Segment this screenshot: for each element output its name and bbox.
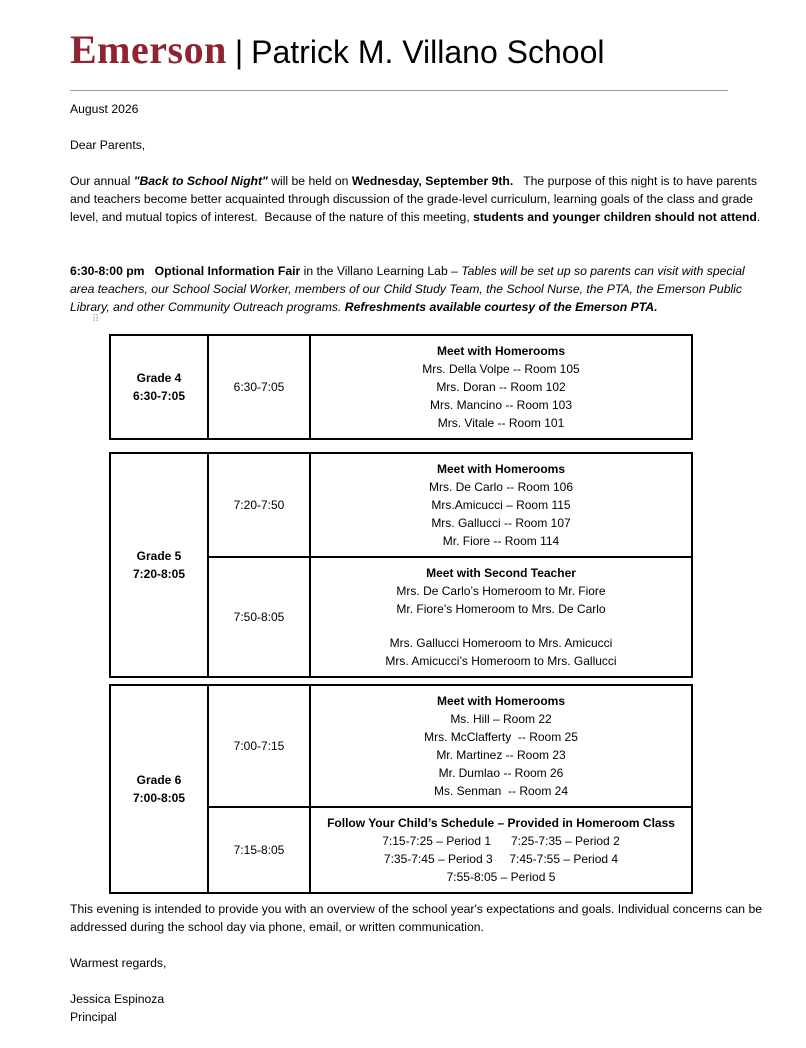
detail-cell — [310, 335, 692, 439]
grade-label: Grade 4 — [136, 371, 182, 385]
grade6-schedule-table — [109, 684, 693, 894]
grade5-schedule-table — [109, 452, 693, 678]
drag-handle-icon[interactable]: ⠿ — [92, 314, 101, 325]
room-line: Mrs. Doran -- Room 102 — [436, 380, 566, 394]
period-line: 7:55-8:05 – Period 5 — [446, 870, 556, 884]
header-separator: | — [234, 34, 244, 70]
time-cell: 6:30-7:05 — [208, 335, 310, 439]
grade-cell — [110, 685, 208, 893]
detail-cell — [310, 557, 692, 677]
detail-cell — [310, 807, 692, 893]
signer-name: Jessica Espinoza — [70, 992, 165, 1006]
grade-cell — [110, 335, 208, 439]
intro-text-3: The purpose of this night is to have parents and teachers become better acquainted through discussion of the grade-level curriculum, learning goals of the class and grade level, and mutual topics of interest. Because of the nature of this meeting, — [70, 174, 761, 224]
signer-title: Principal — [70, 1010, 117, 1024]
room-line: Mrs. Mancino -- Room 103 — [429, 398, 573, 412]
fair-details: Tables will be set up so parents can visit with special area teachers, our School Social Worker, members of our Child Study Team, the School Nurse, the PTA, the Emerson Public Library, and other Community Outreach programs. — [70, 264, 745, 314]
block-title: Meet with Homerooms — [436, 694, 565, 708]
room-line: Mrs. De Carlo -- Room 106 — [428, 480, 574, 494]
table-row — [110, 685, 692, 807]
room-line: Mrs. Della Volpe -- Room 105 — [422, 362, 580, 376]
pairing-line: Mrs. Gallucci Homeroom to Mrs. Amicucci — [389, 636, 613, 650]
detail-cell — [310, 453, 692, 557]
grade-label: Grade 6 — [136, 773, 182, 787]
fair-time: 6:30-8:00 pm Optional Information Fair — [70, 264, 301, 278]
grade-label: Grade 5 — [136, 549, 182, 563]
pairing-line: Mrs. Amicucci’s Homeroom to Mrs. Gallucci — [385, 654, 617, 668]
grade-span: 7:00-8:05 — [132, 791, 186, 805]
time-cell: 7:20-7:50 — [208, 453, 310, 557]
signoff: Warmest regards, — [70, 956, 167, 970]
room-line: Ms. Senman -- Room 24 — [433, 784, 569, 798]
event-name: "Back to School Night" — [133, 174, 268, 188]
header-divider — [70, 90, 728, 91]
room-line: Mr. Martinez -- Room 23 — [436, 748, 566, 762]
period-line: 7:15-7:25 – Period 1 7:25-7:35 – Period 2 — [382, 834, 620, 848]
block-title: Meet with Homerooms — [436, 344, 565, 358]
intro-paragraph — [70, 172, 770, 226]
intro-text-4: . — [756, 210, 761, 224]
event-date: Wednesday, September 9th. — [351, 174, 514, 188]
time-cell: 7:15-8:05 — [208, 807, 310, 893]
letterhead — [70, 26, 604, 74]
block-title: Meet with Second Teacher — [426, 566, 576, 580]
emerson-logo: Emerson — [70, 27, 227, 72]
attendance-warning: students and younger children should not attend — [473, 210, 757, 224]
fair-paragraph — [70, 262, 770, 316]
time-cell: 7:50-8:05 — [208, 557, 310, 677]
room-line: Mr. Dumlao -- Room 26 — [438, 766, 564, 780]
spacer — [311, 618, 691, 634]
pairing-line: Mr. Fiore’s Homeroom to Mrs. De Carlo — [396, 602, 606, 616]
closing-paragraph: This evening is intended to provide you with an overview of the school year's expectations and goals. Individual concerns can be addressed during the school day via phone, email, or written communication. — [70, 902, 763, 934]
block-title: Meet with Homerooms — [436, 462, 565, 476]
time-cell: 7:00-7:15 — [208, 685, 310, 807]
block-title: Follow Your Child’s Schedule – Provided in Homeroom Class — [327, 816, 675, 830]
intro-text-1: Our annual — [70, 174, 134, 188]
room-line: Ms. Hill – Room 22 — [450, 712, 552, 726]
grade-cell — [110, 453, 208, 677]
school-name: Patrick M. Villano School — [251, 34, 605, 70]
room-line: Mrs. Vitale -- Room 101 — [437, 416, 565, 430]
fair-location: in the Villano Learning Lab – — [300, 264, 462, 278]
letter-date: August 2026 — [70, 102, 139, 116]
table-row — [110, 335, 692, 439]
grade-span: 7:20-8:05 — [132, 567, 186, 581]
fair-refreshments: Refreshments available courtesy of the Emerson PTA. — [344, 300, 658, 314]
table-row — [110, 453, 692, 557]
intro-text-2: will be held on — [267, 174, 352, 188]
room-line: Mrs. Gallucci -- Room 107 — [431, 516, 571, 530]
pairing-line: Mrs. De Carlo’s Homeroom to Mr. Fiore — [396, 584, 606, 598]
grade-span: 6:30-7:05 — [132, 389, 186, 403]
detail-cell — [310, 685, 692, 807]
grade4-schedule-table — [109, 334, 693, 440]
room-line: Mr. Fiore -- Room 114 — [442, 534, 560, 548]
room-line: Mrs. McClafferty -- Room 25 — [424, 730, 578, 744]
room-line: Mrs.Amicucci – Room 115 — [431, 498, 571, 512]
period-line: 7:35-7:45 – Period 3 7:45-7:55 – Period 4 — [383, 852, 619, 866]
salutation: Dear Parents, — [70, 138, 146, 152]
